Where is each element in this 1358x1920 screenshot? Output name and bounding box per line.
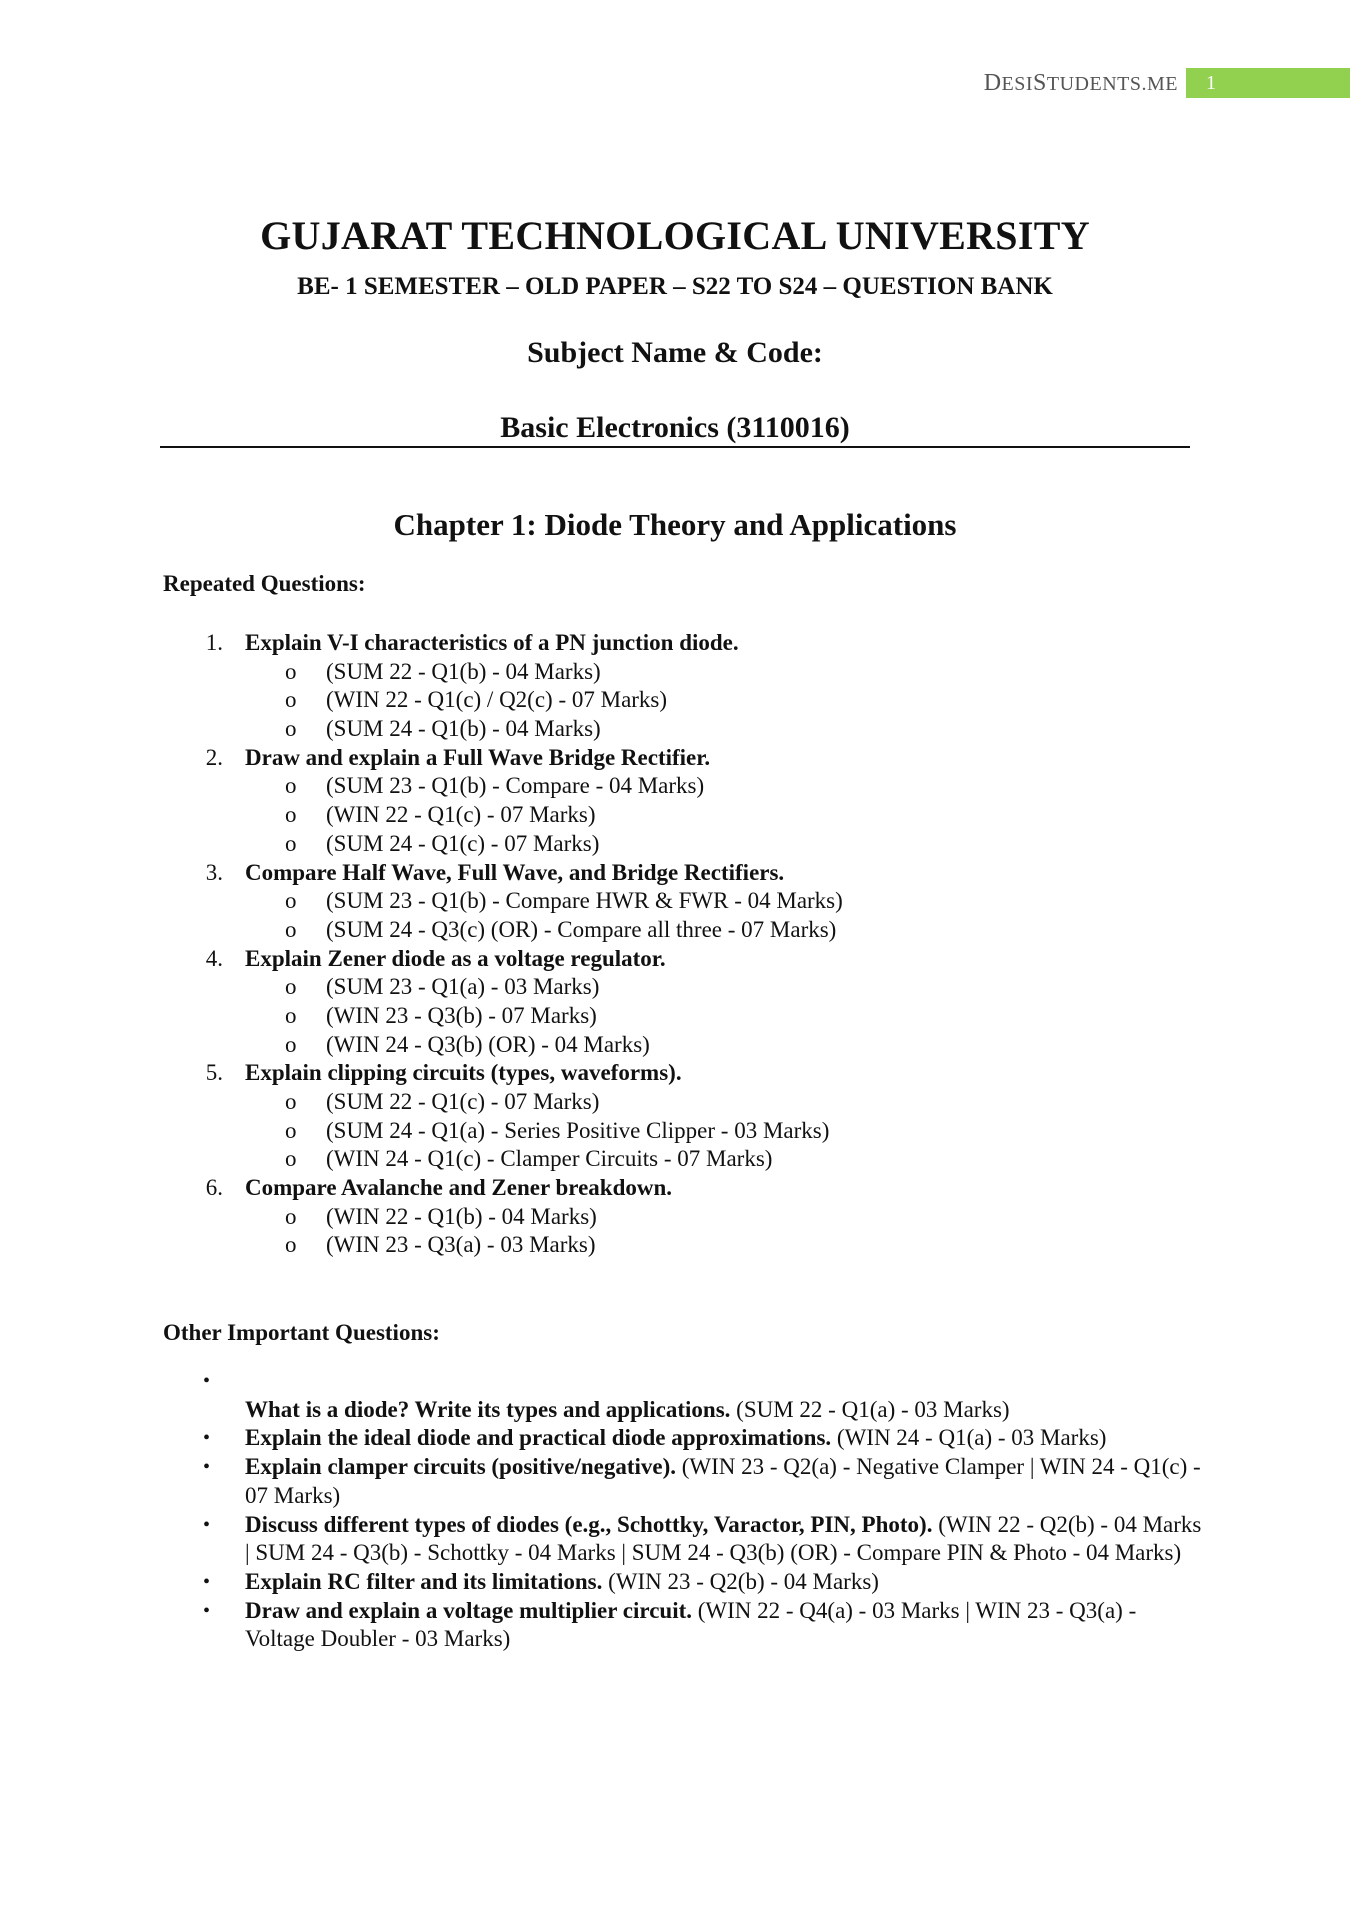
question-reference (163, 772, 1203, 801)
sub-bullet-icon: o (285, 802, 297, 828)
question-number: 5. (205, 1060, 223, 1086)
question-reference (163, 1145, 1203, 1174)
question-item (163, 629, 1203, 658)
reference-text: (WIN 24 - Q1(c) - Clamper Circuits - 07 Marks) (326, 1146, 773, 1172)
reference-text: (WIN 22 - Q1(c) / Q2(c) - 07 Marks) (326, 687, 668, 713)
sub-bullet-icon: o (285, 1203, 297, 1229)
other-question-text: Explain RC filter and its limitations. (245, 1568, 603, 1594)
other-question-reference: (WIN 24 - Q1(a) - 03 Marks) (831, 1425, 1107, 1451)
question-item (163, 859, 1203, 888)
reference-text: (SUM 24 - Q1(b) - 04 Marks) (326, 716, 601, 742)
question-reference (163, 916, 1203, 945)
brand-esi: ESI (1001, 73, 1034, 95)
other-question-item (163, 1367, 1203, 1424)
brand-rest: TUDENTS.ME (1046, 73, 1178, 95)
question-item (163, 744, 1203, 773)
question-text: Compare Avalanche and Zener breakdown. (245, 1175, 673, 1201)
other-question-text: Draw and explain a voltage multiplier circuit. (245, 1597, 692, 1623)
other-question-text: What is a diode? Write its types and applications. (245, 1396, 731, 1422)
sub-bullet-icon: o (285, 1117, 297, 1143)
sub-bullet-icon: o (285, 830, 297, 856)
sub-bullet-icon: o (285, 687, 297, 713)
reference-text: (SUM 23 - Q1(a) - 03 Marks) (326, 974, 600, 1000)
reference-text: (WIN 22 - Q1(c) - 07 Marks) (326, 802, 596, 828)
question-number: 2. (205, 744, 223, 770)
bullet-icon: • (203, 1370, 211, 1392)
question-reference (163, 801, 1203, 830)
other-question-reference: (WIN 22 - Q4(a) - 03 Marks | WIN 23 - Q3(a) - Voltage Doubler - 03 Marks) (245, 1597, 1137, 1652)
bullet-icon: • (203, 1513, 211, 1536)
reference-text: (SUM 22 - Q1(c) - 07 Marks) (326, 1089, 600, 1114)
sub-bullet-icon: o (285, 1089, 297, 1114)
question-item (163, 945, 1203, 974)
question-reference (163, 658, 1203, 687)
reference-text: (SUM 23 - Q1(b) - Compare - 04 Marks) (326, 773, 705, 799)
subject-label: Subject Name & Code: (527, 336, 823, 369)
other-question-item (163, 1597, 1203, 1654)
sub-bullet-icon: o (285, 658, 297, 684)
brand-letter-d: D (983, 70, 1002, 96)
question-reference (163, 1088, 1203, 1117)
other-question-reference: (WIN 23 - Q2(a) - Negative Clamper | WIN 24 - Q1(c) - 07 Marks) (245, 1454, 1201, 1508)
sub-bullet-icon: o (285, 773, 297, 799)
site-brand (984, 70, 1178, 97)
question-reference (163, 715, 1203, 744)
sub-bullet-icon: o (285, 916, 297, 942)
sub-bullet-icon: o (285, 716, 297, 742)
reference-text: (SUM 24 - Q1(a) - Series Positive Clipper - 03 Marks) (326, 1117, 830, 1143)
sub-bullet-icon: o (285, 1232, 297, 1258)
reference-text: (WIN 23 - Q3(b) - 07 Marks) (326, 1002, 597, 1028)
repeated-questions-list (163, 629, 1203, 1260)
question-number: 6. (205, 1175, 223, 1201)
question-reference (163, 1031, 1203, 1060)
reference-text: (WIN 22 - Q1(b) - 04 Marks) (326, 1203, 597, 1229)
bullet-icon: • (203, 1570, 211, 1593)
question-text: Explain clipping circuits (types, waveforms). (245, 1060, 682, 1086)
question-number: 1. (205, 630, 223, 655)
horizontal-rule (160, 446, 1190, 448)
question-item (163, 1059, 1203, 1088)
sub-bullet-icon: o (285, 1002, 297, 1028)
reference-text: (WIN 24 - Q3(b) (OR) - 04 Marks) (326, 1031, 650, 1057)
question-number: 4. (205, 945, 223, 971)
other-questions-list (163, 1367, 1203, 1654)
reference-text: (SUM 24 - Q3(c) (OR) - Compare all three - 07 Marks) (326, 916, 837, 942)
other-question-item (163, 1424, 1203, 1453)
question-item (163, 1174, 1203, 1203)
sub-bullet-icon: o (285, 974, 297, 1000)
question-number: 3. (205, 859, 223, 885)
other-question-text: Discuss different types of diodes (e.g., Schottky, Varactor, PIN, Photo). (245, 1511, 933, 1537)
question-text: Explain Zener diode as a voltage regulator. (245, 945, 666, 971)
question-text: Compare Half Wave, Full Wave, and Bridge Rectifiers. (245, 859, 785, 885)
bullet-icon: • (203, 1456, 211, 1479)
page-number-badge: 1 (1186, 68, 1350, 98)
sub-bullet-icon: o (285, 1146, 297, 1172)
question-reference (163, 1203, 1203, 1232)
question-text: Explain V-I characteristics of a PN junction diode. (245, 630, 739, 655)
other-question-reference: (SUM 22 - Q1(a) - 03 Marks) (730, 1396, 1010, 1422)
chapter-title: Chapter 1: Diode Theory and Applications (393, 507, 957, 542)
reference-text: (SUM 24 - Q1(c) - 07 Marks) (326, 830, 600, 856)
question-reference (163, 1231, 1203, 1260)
question-reference (163, 1002, 1203, 1031)
reference-text: (SUM 23 - Q1(b) - Compare HWR & FWR - 04 Marks) (326, 888, 843, 914)
other-question-text: Explain the ideal diode and practical diode approximations. (245, 1425, 832, 1451)
question-reference (163, 973, 1203, 1002)
other-question-reference: (WIN 22 - Q2(b) - 04 Marks | SUM 24 - Q3(b) - Schottky - 04 Marks | SUM 24 - Q3(b) (OR) - Compare PIN & Photo - 04 Marks) (245, 1511, 1202, 1566)
other-questions-heading: Other Important Questions: (163, 1320, 440, 1345)
brand-letter-s: S (1033, 70, 1047, 96)
bullet-icon: • (203, 1599, 211, 1622)
semester-subtitle: BE- 1 SEMESTER – OLD PAPER – S22 TO S24 – QUESTION BANK (297, 273, 1053, 300)
other-question-reference: (WIN 23 - Q2(b) - 04 Marks) (602, 1568, 879, 1594)
reference-text: (WIN 23 - Q3(a) - 03 Marks) (326, 1232, 596, 1258)
bullet-icon: • (203, 1427, 211, 1450)
question-reference (163, 830, 1203, 859)
repeated-questions-heading: Repeated Questions: (163, 571, 366, 596)
subject-name: Basic Electronics (3110016) (500, 411, 850, 444)
other-question-item (163, 1511, 1203, 1568)
university-title: GUJARAT TECHNOLOGICAL UNIVERSITY (260, 213, 1090, 258)
question-reference (163, 887, 1203, 916)
question-reference (163, 686, 1203, 715)
sub-bullet-icon: o (285, 888, 297, 914)
sub-bullet-icon: o (285, 1031, 297, 1057)
other-question-item (163, 1568, 1203, 1597)
other-question-item (163, 1453, 1203, 1510)
other-question-text: Explain clamper circuits (positive/negative). (245, 1454, 677, 1480)
question-reference (163, 1117, 1203, 1146)
question-text: Draw and explain a Full Wave Bridge Rectifier. (245, 744, 711, 770)
reference-text: (SUM 22 - Q1(b) - 04 Marks) (326, 658, 601, 684)
